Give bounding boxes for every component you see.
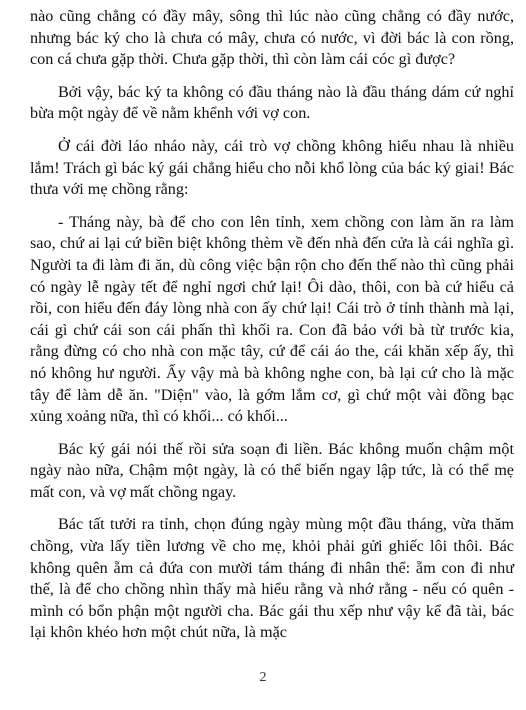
paragraph-5: Bác ký gái nói thế rồi sửa soạn đi liền. Bác không muốn chậm một ngày nào nữa, Chậm một ngày, là có thể biến ngay lập tức, là có thể mẹ mất con, và vợ mất chồng ngay. [30, 439, 514, 501]
paragraph-6: Bác tất tưởi ra tỉnh, chọn đúng ngày mùng một đầu tháng, vừa thăm chồng, vừa lấy tiền lương về cho mẹ, khỏi phải gửi ghiếc lôi thôi. Bác không quên ẵm cả đứa con mười tám tháng đi nhân thể: ẵm con đi như thế, là để cho chồng nhìn thấy mà hiểu rằng và nhớ rằng - nếu có quên - mình có bổn phận một người cha. Bác gái thu xếp như vậy kể đã tài, bác lại khôn khéo hơn một chút nữa, là mặc [30, 515, 514, 642]
paragraph-4: - Tháng này, bà để cho con lên tỉnh, xem chồng con làm ăn ra làm sao, chứ ai lại cứ biền biệt không thèm về đến nhà đến cửa là cái nghĩa gì. Người ta đi làm đi ăn, dù công việc bận rộn cho đến thế nào thì cũng phải có ngày lễ ngày tết để nghỉ ngơi chứ lại! Ôi dào, thôi, con bà cứ hiểu cả rồi, con hiểu đến đáy lòng nhà con ấy chứ lại! Cái trò ở tỉnh thành mà lại, cái gì chứ cái son cái phấn thì khối ra. Con đã bảo với bà từ trước kia, rằng đừng có cho nhà con mặc tây, cứ để cái áo the, cái khăn xếp ấy, thì nó không hư người. Ấy vậy mà bà không nghe con, bà lại cứ cho là mặc tây để làm dễ ăn. "Diện" vào, là gớm lắm cơ, gì chứ một vài đồng bạc xủng xoảng nữa, thì có khối... có khối... [30, 212, 514, 426]
paragraph-1: nào cũng chẳng có đầy mây, sông thì lúc nào cũng chẳng có đầy nước, nhưng bác ký cho là chưa có mây, chưa có nước, vì đời bác là con rồng, con cá chưa gặp thời. Chưa gặp thời, thì còn làm cái cóc gì được? [30, 7, 514, 69]
page-number: 2 [259, 670, 267, 685]
paragraph-2: Bởi vậy, bác ký ta không có đầu tháng nào là đầu tháng dám cứ nghỉ bừa một ngày để về nằm khểnh với vợ con. [30, 82, 514, 123]
body-text [30, 6, 514, 655]
paragraph-3: Ở cái đời láo nháo này, cái trò vợ chồng không hiểu nhau là nhiều lắm! Trách gì bác ký gái chẳng hiểu cho nỗi khổ lòng của bác ký giai! Bác thưa với mẹ chồng rằng: [30, 136, 514, 199]
